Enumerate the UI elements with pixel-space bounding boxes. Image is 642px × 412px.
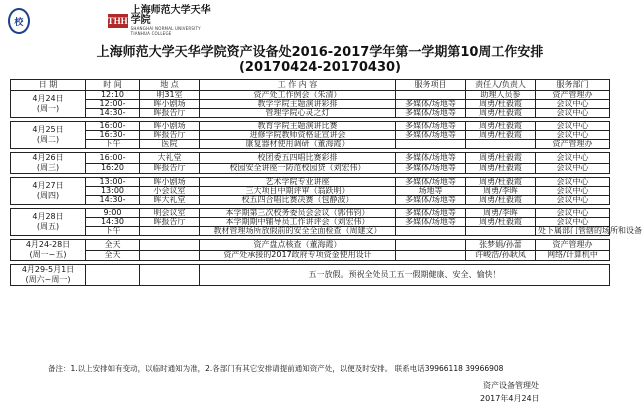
location-cell: 明会议室 (140, 209, 200, 218)
owner-cell: 助理人员参 (466, 91, 536, 100)
owner-cell: 周勇/杜毅霞 (466, 122, 536, 131)
thh-mark: THH (107, 16, 128, 26)
service-cell (396, 227, 466, 236)
time-cell: 全天 (86, 240, 140, 251)
owner-cell: 周勇/杜毅霞 (466, 178, 536, 187)
service-cell: 多媒体/场地等 (396, 178, 466, 187)
service-cell: 多媒体/场地等 (396, 196, 466, 205)
table-row (11, 109, 610, 118)
location-cell: 晖报告厅 (140, 163, 200, 174)
content-cell: 校五四合唱比赛决赛（包静波） (200, 196, 396, 205)
service-cell: 多媒体/场地等 (396, 163, 466, 174)
table-header-row (11, 80, 610, 91)
department-cell: 会议中心 (536, 178, 610, 187)
location-cell: 晖大礼堂 (140, 196, 200, 205)
table-row (11, 227, 610, 236)
department-cell: 会议中心 (536, 109, 610, 118)
time-cell: 12:10 (86, 91, 140, 100)
date-cell: 4月26日 (周三) (11, 153, 86, 174)
location-cell: 晖小剧场 (140, 122, 200, 131)
owner-cell: 周勇/李晖 (466, 209, 536, 218)
service-cell: 多媒体/场地等 (396, 218, 466, 227)
table-row (11, 250, 610, 261)
department-cell: 网络/计算机中 (536, 250, 610, 261)
date-cell: 4月29-5月1日 (周六~周一) (11, 265, 86, 286)
signature-dept: 资产设备管理处 (483, 381, 539, 390)
service-cell: 多媒体/场地等 (396, 122, 466, 131)
logo-text-en: SHANGHAI NORMAL UNIVERSITY TIANHUA COLLEGE (130, 26, 201, 36)
time-cell: 14:30- (86, 109, 140, 118)
department-cell: 会议中心 (536, 163, 610, 174)
time-cell: 下午 (86, 227, 140, 236)
table-row (11, 140, 610, 149)
date-cell: 4月27日 (周四) (11, 178, 86, 205)
location-cell: 晖报告厅 (140, 131, 200, 140)
signature-date: 2017年4月24日 (480, 394, 540, 403)
schedule-table (10, 79, 642, 286)
location-cell (140, 265, 200, 286)
department-cell: 处下属部门管辖的场所和设备 (536, 227, 610, 236)
content-cell: 康复器材使用调研（董海霞） (200, 140, 396, 149)
holiday-notice: 五一放假。预祝全处员工五一假期健康、安全、愉快！ (200, 265, 610, 286)
page-subtitle: (20170424-20170430) (238, 60, 401, 75)
content-cell: 教育学院主题演讲比赛 (200, 122, 396, 131)
table-row (11, 240, 610, 251)
time-cell: 12:00- (86, 100, 140, 109)
time-cell: 16:30- (86, 131, 140, 140)
owner-cell: 许峻浩/孙耿凤 (466, 250, 536, 261)
owner-cell: 周勇/杜毅霞 (466, 163, 536, 174)
date-cell: 4月24日 (周一) (11, 91, 86, 118)
column-header: 日 期 (11, 80, 86, 91)
location-cell: 晖小剧场 (140, 100, 200, 109)
college-logo (8, 6, 218, 36)
department-cell: 会议中心 (536, 209, 610, 218)
service-cell: 多媒体/场地等 (396, 153, 466, 164)
content-cell: 艺术学院专业讲座 (200, 178, 396, 187)
owner-cell: 周勇/杜毅霞 (466, 153, 536, 164)
column-header: 时 间 (86, 80, 140, 91)
time-cell: 16:20 (86, 163, 140, 174)
owner-cell: 张梦娟/孙蕾 (466, 240, 536, 251)
owner-cell (466, 140, 536, 149)
location-cell: 晖报告厅 (140, 218, 200, 227)
content-cell: 进修学院教师资格证宣讲会 (200, 131, 396, 140)
location-cell (140, 227, 200, 236)
content-cell: 管理学院心灵之灯 (200, 109, 396, 118)
department-cell: 会议中心 (536, 218, 610, 227)
column-header: 工 作 内 容 (200, 80, 396, 91)
location-cell: 晖报告厅 (140, 109, 200, 118)
content-cell: 校团委五四唱比赛彩排 (200, 153, 396, 164)
time-cell: 16:00- (86, 153, 140, 164)
service-cell: 多媒体/场地等 (396, 131, 466, 140)
time-cell: 13:00 (86, 187, 140, 196)
content-cell: 资产处承接的2017政府专项资金使用设计 (200, 250, 396, 261)
service-cell: 多媒体/场地等 (396, 109, 466, 118)
column-header: 服务项目 (396, 80, 466, 91)
schedule-body (11, 90, 642, 286)
service-cell: 场地等 (396, 187, 466, 196)
service-cell (396, 250, 466, 261)
service-cell (396, 240, 466, 251)
content-cell: 资产盘点核查（董海霞） (200, 240, 396, 251)
footnote: 备注：1.以上安排如有变动，以临时通知为准，2.各部门有其它安排请提前通知资产处，以便及时安排。 联系电话39966118 39966908 (48, 364, 504, 373)
department-cell: 会议中心 (536, 100, 610, 109)
column-header: 服务部门 (536, 80, 610, 91)
table-row (11, 153, 610, 164)
content-cell: 校园安全讲座一防范校园贷（刘宏伟） (200, 163, 396, 174)
table-row (11, 163, 610, 174)
time-cell (86, 265, 140, 286)
department-cell: 会议中心 (536, 187, 610, 196)
time-cell: 全天 (86, 250, 140, 261)
table-row (11, 196, 610, 205)
time-cell: 13:00- (86, 178, 140, 187)
content-cell: 三大项目中期评审（翁跃明） (200, 187, 396, 196)
content-cell: 教材管理场所放假前的安全全面检查（周建文） (200, 227, 396, 236)
owner-cell: 周勇/杜毅霞 (466, 109, 536, 118)
column-header: 责任人/负责人 (466, 80, 536, 91)
department-cell: 资产管理办 (536, 91, 610, 100)
location-cell: 明31室 (140, 91, 200, 100)
date-cell: 4月24-28日 (周一~五) (11, 240, 86, 261)
location-cell: 晖小剧场 (140, 178, 200, 187)
page-title: 上海师范大学天华学院资产设备处2016-2017学年第一学期第10周工作安排 (96, 45, 544, 60)
content-cell: 教学学院主题演讲彩排 (200, 100, 396, 109)
table-row (11, 265, 610, 286)
owner-cell (466, 227, 536, 236)
location-cell (140, 240, 200, 251)
time-cell: 9:00 (86, 209, 140, 218)
department-cell: 会议中心 (536, 196, 610, 205)
location-cell: 小会议室 (140, 187, 200, 196)
owner-cell: 周勇/杜毅霞 (466, 100, 536, 109)
location-cell: 医院 (140, 140, 200, 149)
content-cell: 本学期第三次校务委员会会议（郭伟钧） (200, 209, 396, 218)
logo-wordmark (108, 6, 218, 36)
content-cell: 本学期期中辅导员工作讲评会（刘宏伟） (200, 218, 396, 227)
owner-cell: 周勇/杜毅霞 (466, 218, 536, 227)
department-cell: 会议中心 (536, 131, 610, 140)
date-cell: 4月25日 (周二) (11, 122, 86, 149)
time-cell: 16:00- (86, 122, 140, 131)
owner-cell: 周勇/杜毅霞 (466, 131, 536, 140)
department-cell: 资产管理办 (536, 140, 610, 149)
location-cell: 大礼堂 (140, 153, 200, 164)
service-cell: 多媒体/场地等 (396, 100, 466, 109)
department-cell: 会议中心 (536, 153, 610, 164)
time-cell: 14:30 (86, 218, 140, 227)
column-header: 地 点 (140, 80, 200, 91)
service-cell: 多媒体/场地等 (396, 209, 466, 218)
time-cell: 14:30- (86, 196, 140, 205)
time-cell: 下午 (86, 140, 140, 149)
owner-cell: 周勇/杜毅霞 (466, 196, 536, 205)
department-cell: 会议中心 (536, 122, 610, 131)
content-cell: 资产处工作例会（朱清） (200, 91, 396, 100)
college-seal-icon: 校 (8, 8, 30, 34)
owner-cell: 周勇/李晖 (466, 187, 536, 196)
department-cell: 资产管理办 (536, 240, 610, 251)
service-cell (396, 140, 466, 149)
date-cell: 4月28日 (周五) (11, 209, 86, 236)
logo-text-cn: 上海师范大学天华学院 (130, 5, 211, 26)
location-cell (140, 250, 200, 261)
